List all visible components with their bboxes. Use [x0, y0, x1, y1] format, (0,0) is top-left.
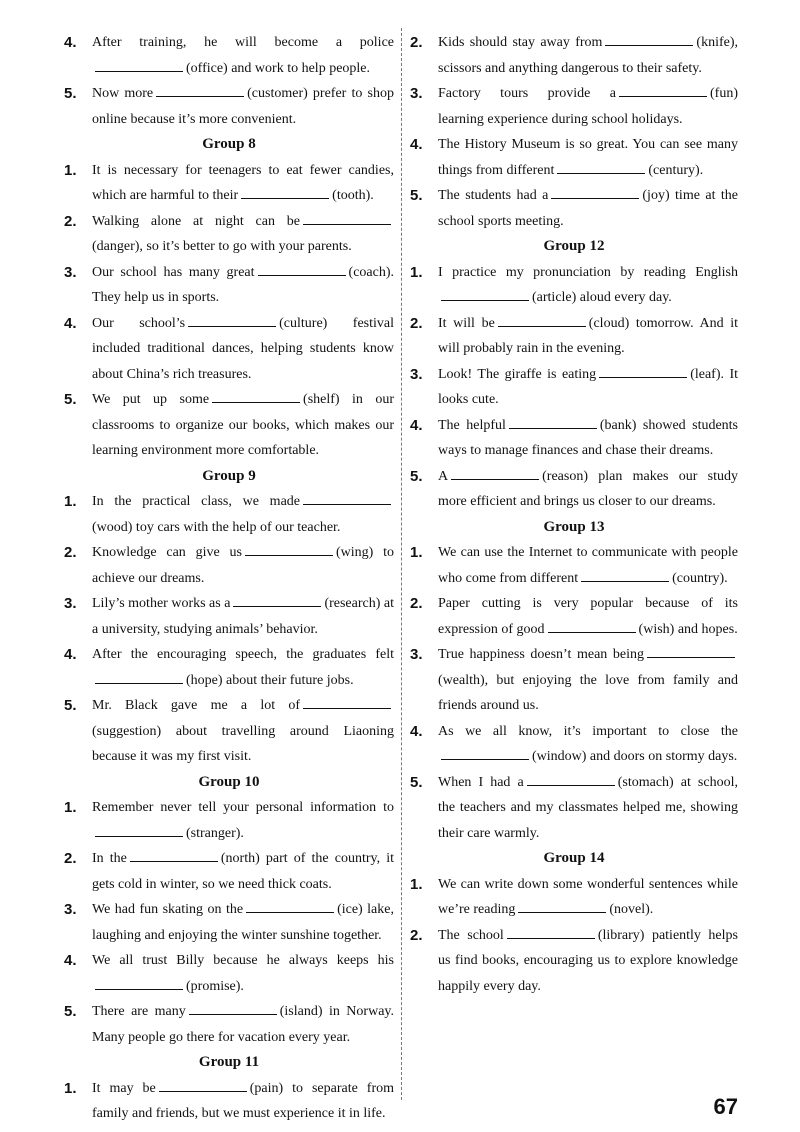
- exercise-item: [64, 387, 394, 464]
- exercise-item: [410, 30, 738, 81]
- answer-blank[interactable]: [246, 898, 334, 913]
- item-text: [438, 311, 738, 362]
- item-number: 1.: [64, 799, 77, 816]
- answer-blank[interactable]: [95, 975, 183, 990]
- sentence-before-blank: Now more: [92, 86, 154, 101]
- sentence-before-blank: Mr. Black gave me a lot of: [92, 698, 300, 713]
- sentence-before-blank: We can write down some wonderful sentences while we’re reading: [438, 876, 738, 917]
- exercise-item: [410, 770, 738, 847]
- sentence-before-blank: It may be: [92, 1080, 156, 1096]
- exercise-item: [410, 413, 738, 464]
- answer-blank[interactable]: [441, 286, 529, 301]
- item-text: [92, 897, 394, 948]
- item-text: [92, 693, 394, 770]
- sentence-after-blank: (hope) about their future jobs.: [186, 672, 354, 688]
- sentence-before-blank: After the encouraging speech, the graduates felt: [92, 647, 394, 662]
- item-number: 5.: [410, 187, 423, 204]
- sentence-before-blank: In the: [92, 851, 127, 866]
- item-number: 4.: [64, 34, 77, 51]
- item-number: 4.: [410, 416, 423, 434]
- sentence-before-blank: It is necessary for teenagers to eat fewer candies, which are harmful to their: [92, 162, 394, 203]
- answer-blank[interactable]: [557, 159, 645, 174]
- item-number: 2.: [410, 314, 423, 332]
- exercise-item: [64, 591, 394, 642]
- item-number: 4.: [64, 314, 77, 332]
- answer-blank[interactable]: [95, 57, 183, 72]
- item-number: 1.: [64, 493, 77, 510]
- item-number: 5.: [64, 697, 77, 714]
- answer-blank[interactable]: [441, 745, 529, 760]
- answer-blank[interactable]: [647, 643, 735, 658]
- exercise-item: [410, 591, 738, 642]
- sentence-after-blank: (cloud) tomorrow. And it will probably rain in the evening.: [438, 315, 739, 356]
- sentence-after-blank: (island) in Norway. Many people go there for vacation every year.: [92, 1004, 394, 1045]
- left-column: [64, 30, 394, 1127]
- exercise-item: [64, 489, 394, 540]
- item-number: 1.: [410, 263, 423, 281]
- sentence-before-blank: Factory tours provide a: [438, 86, 616, 101]
- sentence-after-blank: (bank) showed students ways to manage finances and chase their dreams.: [438, 417, 739, 458]
- item-text: [92, 642, 394, 693]
- column-divider: [401, 28, 402, 1100]
- sentence-after-blank: (novel).: [609, 902, 654, 917]
- item-number: 4.: [64, 646, 77, 663]
- answer-blank[interactable]: [258, 261, 346, 276]
- sentence-before-blank: As we all know, it’s important to close the: [438, 723, 738, 739]
- sentence-after-blank: (library) patiently helps us find books, encouraging us to explore knowledge happily every day.: [438, 927, 738, 994]
- exercise-item: [64, 1076, 394, 1127]
- item-number: 4.: [410, 136, 423, 153]
- sentence-before-blank: True happiness doesn’t mean being: [438, 647, 644, 662]
- item-text: [438, 770, 738, 847]
- item-text: [92, 948, 394, 999]
- item-number: 2.: [410, 34, 423, 51]
- sentence-after-blank: (article) aloud every day.: [532, 290, 672, 305]
- sentence-after-blank: (promise).: [186, 978, 244, 994]
- item-text: [92, 1076, 394, 1127]
- item-text: [438, 132, 738, 183]
- exercise-item: [64, 846, 394, 897]
- answer-blank[interactable]: [619, 82, 707, 97]
- item-text: [438, 591, 738, 642]
- item-number: 3.: [64, 595, 77, 612]
- item-number: 3.: [410, 365, 423, 383]
- exercise-item: [64, 311, 394, 388]
- item-number: 5.: [410, 773, 423, 791]
- sentence-after-blank: (office) and work to help people.: [186, 60, 371, 76]
- answer-blank[interactable]: [189, 1000, 277, 1015]
- exercise-item: [64, 30, 394, 81]
- item-text: [92, 846, 394, 897]
- group-heading: Group 13: [543, 518, 605, 535]
- item-number: 3.: [410, 85, 423, 102]
- item-number: 2.: [410, 926, 423, 944]
- sentence-before-blank: The History Museum is so great. You can see many things from different: [438, 137, 738, 178]
- exercise-item: [410, 183, 738, 234]
- answer-blank[interactable]: [498, 312, 586, 327]
- sentence-after-blank: (knife), scissors and anything dangerous to their safety.: [438, 35, 738, 76]
- exercise-item: [64, 948, 394, 999]
- exercise-item: [64, 642, 394, 693]
- sentence-after-blank: (fun) learning experience during school holidays.: [438, 86, 738, 127]
- sentence-before-blank: Remember never tell your personal information to: [92, 800, 394, 815]
- sentence-before-blank: Knowledge can give us: [92, 545, 242, 560]
- item-number: 2.: [410, 595, 423, 612]
- group-heading: Group 14: [543, 850, 605, 866]
- answer-blank[interactable]: [527, 771, 615, 786]
- exercise-item: [410, 642, 738, 719]
- item-text: [92, 311, 394, 388]
- sentence-before-blank: Walking alone at night can be: [92, 213, 300, 229]
- group-heading: Group 9: [202, 467, 256, 484]
- item-text: [438, 81, 738, 132]
- sentence-after-blank: (research) at a university, studying animals’ behavior.: [92, 596, 394, 637]
- answer-blank[interactable]: [303, 210, 391, 225]
- sentence-before-blank: I practice my pronunciation by reading English: [438, 264, 738, 280]
- item-text: [92, 209, 394, 260]
- item-text: [92, 795, 394, 846]
- item-number: 2.: [64, 544, 77, 561]
- sentence-after-blank: (reason) plan makes our study more efficient and brings us closer to our dreams.: [438, 468, 738, 509]
- answer-blank[interactable]: [245, 541, 333, 556]
- page-number: 67: [713, 1094, 738, 1119]
- exercise-item: [64, 999, 394, 1050]
- item-text: [92, 540, 394, 591]
- sentence-before-blank: Kids should stay away from: [438, 35, 603, 50]
- exercise-item: [64, 158, 394, 209]
- answer-blank[interactable]: [548, 618, 636, 633]
- item-number: 1.: [410, 544, 423, 561]
- answer-blank[interactable]: [130, 847, 218, 862]
- exercise-item: [410, 132, 738, 183]
- item-number: 3.: [64, 901, 77, 918]
- item-text: [92, 81, 394, 132]
- sentence-after-blank: (country).: [672, 570, 728, 586]
- answer-blank[interactable]: [303, 694, 391, 709]
- item-number: 1.: [64, 1079, 77, 1097]
- item-number: 3.: [64, 263, 77, 281]
- sentence-before-blank: Paper cutting is very popular because of its expression of good: [438, 596, 738, 637]
- item-number: 5.: [64, 1003, 77, 1020]
- exercise-item: [64, 260, 394, 311]
- sentence-after-blank: (coach). They help us in sports.: [92, 264, 394, 305]
- sentence-after-blank: (pain) to separate from family and friends, but we must experience it in life.: [92, 1080, 394, 1121]
- answer-blank[interactable]: [233, 592, 321, 607]
- sentence-after-blank: (ice) lake, laughing and enjoying the winter sunshine together.: [92, 902, 394, 943]
- sentence-after-blank: (wish) and hopes.: [638, 621, 738, 637]
- sentence-after-blank: (wealth), but enjoying the love from family and friends around us.: [438, 672, 738, 713]
- sentence-after-blank: (north) part of the country, it gets cold in winter, so we need thick coats.: [92, 851, 395, 892]
- sentence-before-blank: After training, he will become a police: [92, 35, 394, 50]
- item-text: [438, 540, 738, 591]
- answer-blank[interactable]: [581, 567, 669, 582]
- answer-blank[interactable]: [241, 184, 329, 199]
- sentence-before-blank: It will be: [438, 315, 495, 331]
- item-text: [92, 387, 394, 464]
- item-number: 1.: [410, 875, 423, 893]
- exercise-item: [64, 209, 394, 260]
- item-number: 4.: [410, 722, 423, 740]
- right-column: [410, 30, 738, 999]
- sentence-after-blank: (century).: [648, 162, 704, 178]
- exercise-item: [410, 81, 738, 132]
- exercise-item: [410, 464, 738, 515]
- item-text: [438, 464, 738, 515]
- item-number: 5.: [410, 467, 423, 485]
- item-number: 5.: [64, 85, 77, 102]
- answer-blank[interactable]: [95, 669, 183, 684]
- answer-blank[interactable]: [605, 31, 693, 46]
- sentence-after-blank: (window) and doors on stormy days.: [532, 749, 738, 764]
- sentence-before-blank: Lily’s mother works as a: [92, 596, 231, 611]
- sentence-before-blank: The students had a: [438, 188, 549, 203]
- sentence-after-blank: (shelf) in our classrooms to organize our books, which makes our learning environment more comfortable.: [92, 392, 394, 458]
- item-text: [438, 362, 738, 413]
- exercise-item: [64, 540, 394, 591]
- answer-blank[interactable]: [509, 414, 597, 429]
- sentence-before-blank: We had fun skating on the: [92, 902, 244, 917]
- sentence-before-blank: Our school’s: [92, 315, 186, 331]
- sentence-before-blank: The helpful: [438, 417, 506, 433]
- exercise-item: [410, 872, 738, 923]
- sentence-before-blank: We can use the Internet to communicate with people who come from different: [438, 545, 738, 586]
- item-text: [92, 260, 394, 311]
- answer-blank[interactable]: [518, 898, 606, 913]
- exercise-item: [64, 81, 394, 132]
- item-number: 1.: [64, 161, 77, 179]
- sentence-after-blank: (tooth).: [332, 188, 374, 203]
- item-text: [92, 591, 394, 642]
- item-text: [438, 642, 738, 719]
- sentence-before-blank: Our school has many great: [92, 264, 255, 280]
- item-text: [438, 183, 738, 234]
- item-number: 4.: [64, 952, 77, 969]
- exercise-item: [64, 897, 394, 948]
- answer-blank[interactable]: [212, 388, 300, 403]
- item-text: [92, 999, 394, 1050]
- answer-blank[interactable]: [599, 363, 687, 378]
- item-text: [92, 30, 394, 81]
- sentence-before-blank: We all trust Billy because he always keeps his: [92, 953, 394, 968]
- answer-blank[interactable]: [507, 924, 595, 939]
- item-text: [92, 158, 394, 209]
- item-number: 2.: [64, 212, 77, 230]
- item-text: [438, 719, 738, 770]
- sentence-after-blank: (leaf). It looks cute.: [438, 366, 739, 407]
- answer-blank[interactable]: [159, 1077, 247, 1092]
- item-text: [438, 260, 738, 311]
- item-number: 3.: [410, 646, 423, 663]
- sentence-after-blank: (danger), so it’s better to go with your parents.: [92, 239, 352, 254]
- answer-blank[interactable]: [551, 184, 639, 199]
- item-text: [438, 413, 738, 464]
- group-heading: Group 11: [198, 1054, 260, 1070]
- exercise-item: [410, 362, 738, 413]
- item-number: 5.: [64, 391, 77, 408]
- sentence-before-blank: A: [438, 468, 449, 484]
- exercise-item: [410, 540, 738, 591]
- sentence-after-blank: (stranger).: [186, 825, 244, 841]
- exercise-item: [410, 311, 738, 362]
- sentence-after-blank: (joy) time at the school sports meeting.: [438, 188, 738, 229]
- exercise-item: [410, 923, 738, 1000]
- exercise-item: [64, 795, 394, 846]
- answer-blank[interactable]: [156, 82, 244, 97]
- item-text: [438, 872, 738, 923]
- exercise-item: [410, 260, 738, 311]
- answer-blank[interactable]: [188, 312, 276, 327]
- group-heading: Group 10: [198, 773, 260, 790]
- sentence-before-blank: There are many: [92, 1004, 186, 1019]
- sentence-before-blank: In the practical class, we made: [92, 494, 300, 509]
- sentence-before-blank: The school: [438, 927, 504, 943]
- item-number: 2.: [64, 850, 77, 867]
- answer-blank[interactable]: [303, 490, 391, 505]
- sentence-after-blank: (wood) toy cars with the help of our teacher.: [92, 519, 341, 535]
- sentence-after-blank: (stomach) at school, the teachers and my classmates helped me, showing their care warmly.: [438, 774, 738, 841]
- answer-blank[interactable]: [95, 822, 183, 837]
- group-heading: Group 12: [543, 238, 605, 254]
- sentence-before-blank: Look! The giraffe is eating: [438, 366, 597, 382]
- item-text: [438, 30, 738, 81]
- group-heading: Group 8: [202, 136, 256, 152]
- sentence-after-blank: (culture) festival included traditional dances, helping students know about China’s rich treasures.: [92, 315, 394, 382]
- sentence-after-blank: (customer) prefer to shop online because it’s more convenient.: [92, 86, 394, 127]
- exercise-item: [64, 693, 394, 770]
- sentence-before-blank: We put up some: [92, 392, 210, 407]
- answer-blank[interactable]: [451, 465, 539, 480]
- sentence-after-blank: (wing) to achieve our dreams.: [92, 545, 394, 586]
- item-text: [438, 923, 738, 1000]
- item-text: [92, 489, 394, 540]
- sentence-before-blank: When I had a: [438, 774, 524, 790]
- sentence-after-blank: (suggestion) about travelling around Liaoning because it was my first visit.: [92, 723, 394, 764]
- exercise-item: [410, 719, 738, 770]
